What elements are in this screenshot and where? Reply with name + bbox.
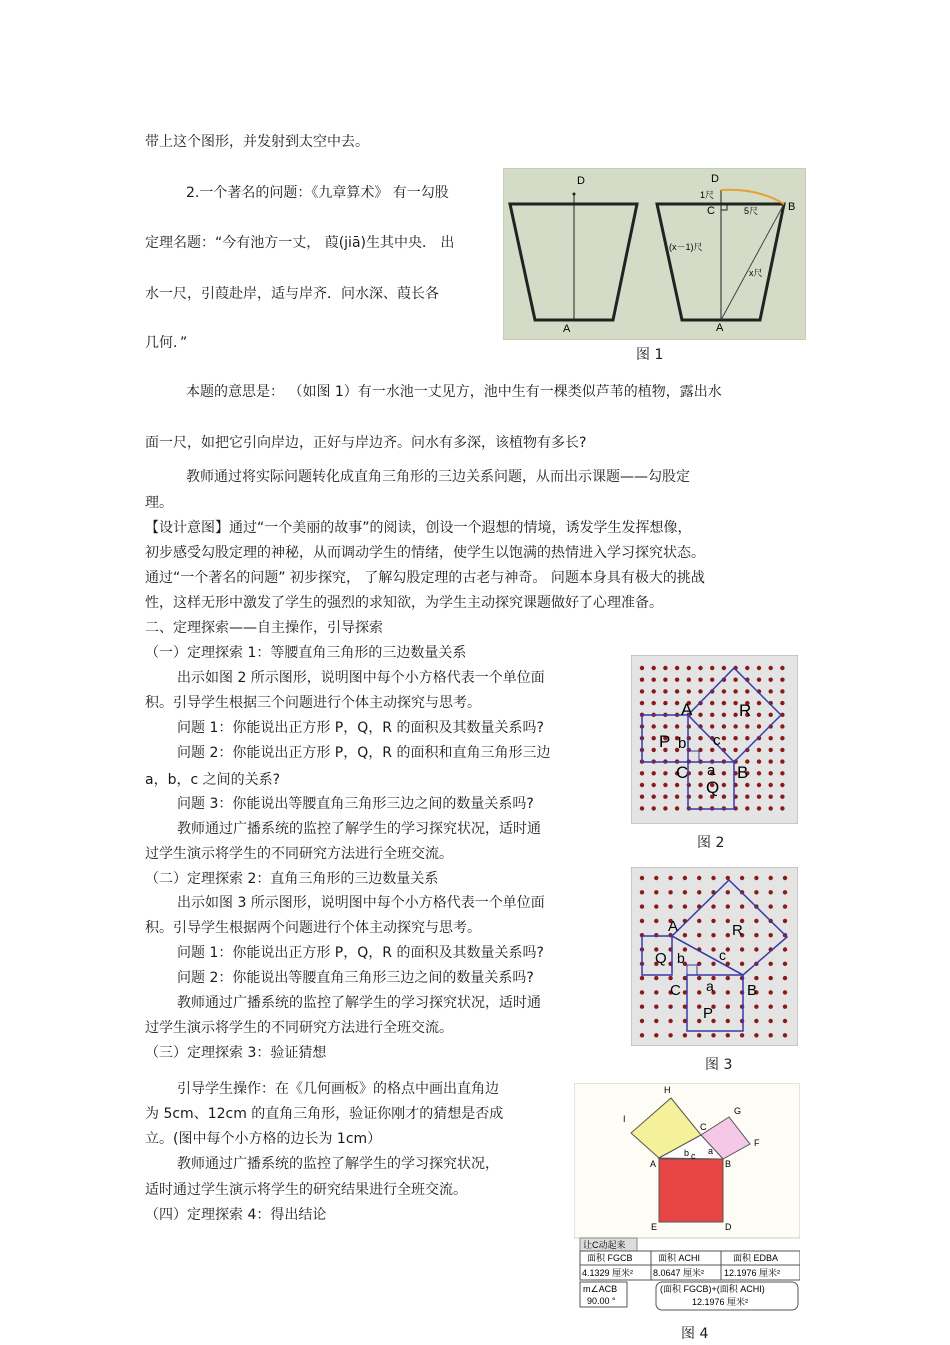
grid-dot <box>780 678 784 682</box>
grid-dot <box>675 795 679 799</box>
grid-dot <box>652 689 656 693</box>
grid-dot <box>769 890 773 894</box>
grid-dot <box>780 666 784 670</box>
grid-dot <box>769 689 773 693</box>
grid-dot <box>640 701 644 705</box>
grid-dot <box>783 976 787 980</box>
grid-dot <box>745 736 749 740</box>
text-line: 过学生演示将学生的不同研究方法进行全班交流。 <box>145 1020 453 1036</box>
label-G: G <box>734 1106 742 1116</box>
grid-dot <box>726 919 730 923</box>
grid-dot <box>668 904 672 908</box>
grid-dot <box>757 795 761 799</box>
grid-dot <box>722 771 726 775</box>
grid-dot <box>640 678 644 682</box>
grid-dot <box>640 919 644 923</box>
grid-dot <box>722 783 726 787</box>
label-P: P <box>703 1005 714 1022</box>
label-R: R <box>732 922 743 939</box>
text-line: 带上这个图形，并发射到太空中去。 <box>145 134 369 150</box>
grid-dot <box>783 962 787 966</box>
grid-dot <box>780 806 784 810</box>
label-E: E <box>651 1222 658 1232</box>
header-fgcb: 面积 FGCB <box>587 1253 633 1263</box>
grid-dot <box>726 947 730 951</box>
animate-C-label: 让C动起来 <box>583 1240 626 1250</box>
grid-dot <box>683 876 687 880</box>
label-c: c <box>713 732 721 749</box>
grid-dot <box>726 976 730 980</box>
grid-dot <box>663 795 667 799</box>
text-line: 出示如图 2 所示图形，说明图中每个小方格代表一个单位面 <box>177 670 545 686</box>
label-b: b <box>677 950 685 966</box>
header-achi: 面积 ACHI <box>658 1253 701 1263</box>
grid-dot <box>675 689 679 693</box>
grid-dot <box>745 783 749 787</box>
label-A-left: A <box>563 323 571 335</box>
grid-dot <box>769 783 773 787</box>
figure-3-grid-diagram <box>631 867 798 1046</box>
grid-dot <box>697 890 701 894</box>
label-H: H <box>664 1085 671 1095</box>
grid-dot <box>698 713 702 717</box>
grid-dot <box>757 666 761 670</box>
grid-dot <box>663 689 667 693</box>
value-achi: 8.0647 厘米² <box>653 1268 705 1278</box>
grid-dot <box>698 666 702 670</box>
grid-dot <box>663 771 667 775</box>
grid-dot <box>745 806 749 810</box>
grid-dot <box>687 666 691 670</box>
subsection-heading: （二）定理探索 2：直角三角形的三边数量关系 <box>145 871 439 887</box>
grid-dot <box>733 678 737 682</box>
grid-dot <box>710 713 714 717</box>
label-C: C <box>707 205 715 217</box>
grid-dot <box>640 1033 644 1037</box>
grid-dot <box>722 713 726 717</box>
grid-dot <box>652 678 656 682</box>
grid-dot <box>697 1033 701 1037</box>
text-line: 积。引导学生根据三个问题进行个体主动探究与思考。 <box>145 695 481 711</box>
angle-value: 90.00 ° <box>587 1296 616 1306</box>
grid-dot <box>769 666 773 670</box>
grid-dot <box>733 736 737 740</box>
grid-dot <box>754 876 758 880</box>
grid-dot <box>668 1033 672 1037</box>
grid-dot <box>754 976 758 980</box>
grid-dot <box>780 748 784 752</box>
grid-dot <box>754 919 758 923</box>
label-D-right: D <box>711 173 719 185</box>
grid-dot <box>783 1019 787 1023</box>
grid-dot <box>740 1033 744 1037</box>
grid-dot <box>683 1033 687 1037</box>
grid-dot <box>722 724 726 728</box>
text-line: 问题 2：你能说出等腰直角三角形三边之间的数量关系吗? <box>177 970 534 986</box>
grid-dot <box>769 806 773 810</box>
grid-dot <box>757 678 761 682</box>
grid-dot <box>697 962 701 966</box>
grid-dot <box>726 904 730 908</box>
sum-label: (面积 FGCB)+(面积 ACHI) <box>660 1284 765 1294</box>
grid-dot <box>711 919 715 923</box>
grid-dot <box>698 736 702 740</box>
grid-dot <box>780 689 784 693</box>
text-line: 教师通过广播系统的监控了解学生的学习探究状况，适时通 <box>177 995 541 1011</box>
grid-dot <box>726 1005 730 1009</box>
grid-dot <box>654 919 658 923</box>
figure-1-caption: 图 1 <box>636 347 664 363</box>
label-C: C <box>700 1122 707 1132</box>
figure-2-grid-diagram <box>631 655 798 824</box>
grid-dot <box>780 724 784 728</box>
grid-dot <box>780 771 784 775</box>
grid-dot <box>640 904 644 908</box>
grid-dot <box>726 1019 730 1023</box>
grid-dot <box>754 1019 758 1023</box>
text-line: 问题 2：你能说出正方形 P，Q，R 的面积和直角三角形三边 <box>177 745 551 761</box>
text-line: 面一尺，如把它引向岸边，正好与岸边齐。问水有多深，该植物有多长? <box>145 435 587 451</box>
label-B: B <box>725 1159 732 1169</box>
value-fgcb: 4.1329 厘米² <box>582 1268 634 1278</box>
grid-dot <box>733 689 737 693</box>
grid-dot <box>675 806 679 810</box>
grid-dot <box>722 689 726 693</box>
label-R: R <box>739 701 752 720</box>
grid-dot <box>698 783 702 787</box>
text-line: 过学生演示将学生的不同研究方法进行全班交流。 <box>145 846 453 862</box>
grid-dot <box>754 1005 758 1009</box>
grid-dot <box>783 947 787 951</box>
label-B: B <box>788 201 796 213</box>
grid-dot <box>769 962 773 966</box>
grid-dot <box>710 678 714 682</box>
grid-dot <box>652 736 656 740</box>
grid-dot <box>652 724 656 728</box>
label-a: a <box>708 1146 714 1156</box>
grid-dot <box>757 748 761 752</box>
grid-dot <box>668 976 672 980</box>
grid-dot <box>757 806 761 810</box>
grid-dot <box>745 666 749 670</box>
label-B: B <box>747 982 758 999</box>
grid-dot <box>711 1033 715 1037</box>
sum-value: 12.1976 厘米² <box>692 1297 749 1307</box>
grid-dot <box>769 759 773 763</box>
text-line: 性，这样无形中激发了学生的强烈的求知欲，为学生主动探究课题做好了心理准备。 <box>145 595 663 611</box>
grid-dot <box>711 876 715 880</box>
grid-dot <box>740 876 744 880</box>
grid-dot <box>640 795 644 799</box>
grid-dot <box>663 724 667 728</box>
label-b: b <box>684 1148 690 1158</box>
text-line: 出示如图 3 所示图形，说明图中每个小方格代表一个单位面 <box>177 895 545 911</box>
grid-dot <box>754 947 758 951</box>
grid-dot <box>769 876 773 880</box>
grid-dot <box>783 904 787 908</box>
grid-dot <box>757 713 761 717</box>
grid-dot <box>640 976 644 980</box>
label-A: A <box>668 918 679 935</box>
text-line: 立。(图中每个小方格的边长为 1cm） <box>145 1131 382 1147</box>
label-B: B <box>737 763 749 782</box>
grid-dot <box>754 1033 758 1037</box>
figure-4-geometry-sketchpad <box>574 1083 800 1315</box>
grid-dot <box>640 806 644 810</box>
grid-dot <box>780 701 784 705</box>
label-C: C <box>670 982 681 999</box>
grid-dot <box>754 890 758 894</box>
grid-dot <box>769 748 773 752</box>
text-line: 问题 1：你能说出正方形 P，Q，R 的面积及其数量关系吗? <box>177 945 544 961</box>
grid-dot <box>640 689 644 693</box>
grid-dot <box>640 771 644 775</box>
text-line: 通过“一个著名的问题” 初步探究， 了解勾股定理的古老与神奇。 问题本身具有极大的挑战 <box>145 570 705 586</box>
subsection-heading: （三）定理探索 3：验证猜想 <box>145 1045 327 1061</box>
grid-dot <box>698 689 702 693</box>
grid-dot <box>640 890 644 894</box>
grid-dot <box>783 990 787 994</box>
grid-dot <box>740 947 744 951</box>
grid-dot <box>654 1033 658 1037</box>
grid-dot <box>663 666 667 670</box>
grid-dot <box>726 990 730 994</box>
text-line: 为 5cm、12cm 的直角三角形，验证你刚才的猜想是否成 <box>145 1106 504 1122</box>
grid-dot <box>654 890 658 894</box>
grid-dot <box>698 678 702 682</box>
grid-dot <box>710 666 714 670</box>
grid-dot <box>687 678 691 682</box>
text-line: 适时通过学生演示将学生的研究结果进行全班交流。 <box>145 1182 467 1198</box>
grid-dot <box>740 904 744 908</box>
grid-dot <box>640 666 644 670</box>
grid-dot <box>769 1033 773 1037</box>
grid-dot <box>769 713 773 717</box>
grid-dot <box>780 783 784 787</box>
label-C: C <box>676 763 689 782</box>
grid-dot <box>783 890 787 894</box>
grid-dot <box>757 759 761 763</box>
grid-dot <box>640 990 644 994</box>
grid-dot <box>697 933 701 937</box>
grid-dot <box>711 962 715 966</box>
grid-dot <box>687 689 691 693</box>
grid-dot <box>726 933 730 937</box>
label-A: A <box>681 700 693 719</box>
grid-dot <box>697 876 701 880</box>
grid-dot <box>783 1005 787 1009</box>
label-F: F <box>754 1138 760 1148</box>
figure-4-caption: 图 4 <box>681 1326 709 1342</box>
grid-dot <box>745 795 749 799</box>
label-five-chi: 5尺 <box>744 206 759 216</box>
grid-dot <box>654 990 658 994</box>
label-c: c <box>719 947 726 963</box>
text-line: 水一尺，引葭赴岸，适与岸齐．问水深、葭长各 <box>145 286 439 302</box>
grid-dot <box>675 724 679 728</box>
grid-dot <box>652 806 656 810</box>
grid-dot <box>652 795 656 799</box>
text-line: a，b，c 之间的关系? <box>145 772 281 788</box>
grid-dot <box>769 1019 773 1023</box>
label-b: b <box>678 735 687 752</box>
grid-dot <box>675 701 679 705</box>
text-line: 引导学生操作：在《几何画板》的格点中画出直角边 <box>177 1081 499 1097</box>
grid-dot <box>722 701 726 705</box>
label-Q: Q <box>706 778 720 797</box>
grid-dot <box>683 904 687 908</box>
grid-dot <box>663 678 667 682</box>
grid-dot <box>652 666 656 670</box>
label-D-left: D <box>577 175 585 187</box>
grid-dot <box>698 795 702 799</box>
grid-dot <box>697 1019 701 1023</box>
grid-dot <box>710 701 714 705</box>
grid-dot <box>640 783 644 787</box>
grid-dot <box>663 701 667 705</box>
text-line: 教师通过广播系统的监控了解学生的学习探究状况，适时通 <box>177 821 541 837</box>
section-heading: 二、定理探索——自主操作，引导探索 <box>145 620 383 636</box>
label-P: P <box>659 732 671 751</box>
grid-dot <box>697 990 701 994</box>
grid-dot <box>757 724 761 728</box>
grid-dot <box>726 1033 730 1037</box>
grid-dot <box>654 976 658 980</box>
grid-dot <box>722 736 726 740</box>
grid-dot <box>652 783 656 787</box>
text-line: 积。引导学生根据两个问题进行个体主动探究与思考。 <box>145 920 481 936</box>
label-x-minus-1: (x－1)尺 <box>669 242 703 252</box>
text-line: 教师通过将实际问题转化成直角三角形的三边关系问题，从而出示课题——勾股定 <box>186 469 690 485</box>
grid-dot <box>769 678 773 682</box>
grid-dot <box>783 876 787 880</box>
label-a: a <box>707 762 716 779</box>
grid-dot <box>769 771 773 775</box>
grid-dot <box>710 724 714 728</box>
grid-dot <box>780 795 784 799</box>
grid-dot <box>652 748 656 752</box>
grid-dot <box>697 976 701 980</box>
grid-dot <box>726 890 730 894</box>
grid-dot <box>769 990 773 994</box>
grid-dot <box>769 904 773 908</box>
label-x-chi: x尺 <box>749 268 763 278</box>
text-line: 初步感受勾股定理的神秘，从而调动学生的情绪，使学生以饱满的热情进入学习探究状态。 <box>145 545 705 561</box>
text-line: 2.一个著名的问题：《九章算术》 有一勾股 <box>186 185 449 201</box>
label-A: A <box>650 1159 657 1169</box>
grid-dot <box>769 795 773 799</box>
grid-dot <box>683 890 687 894</box>
grid-dot <box>668 1005 672 1009</box>
grid-dot <box>654 1019 658 1023</box>
grid-dot <box>683 933 687 937</box>
grid-dot <box>663 806 667 810</box>
subsection-heading: （四）定理探索 4：得出结论 <box>145 1207 327 1223</box>
label-a: a <box>706 978 714 994</box>
grid-dot <box>698 771 702 775</box>
grid-dot <box>780 736 784 740</box>
grid-dot <box>675 666 679 670</box>
grid-dot <box>745 724 749 728</box>
grid-dot <box>733 713 737 717</box>
grid-dot <box>769 1005 773 1009</box>
header-edba: 面积 EDBA <box>733 1253 779 1263</box>
grid-dot <box>722 666 726 670</box>
grid-dot <box>654 876 658 880</box>
text-line: 几何．” <box>145 335 188 351</box>
grid-dot <box>668 1019 672 1023</box>
grid-dot <box>769 933 773 937</box>
grid-dot <box>757 701 761 705</box>
label-A-right: A <box>716 322 724 334</box>
grid-dot <box>783 1033 787 1037</box>
text-line: 理。 <box>145 495 173 511</box>
grid-dot <box>663 783 667 787</box>
grid-dot <box>733 701 737 705</box>
text-line: 定理名题：“今有池方一丈， 葭(jiā)生其中央． 出 <box>145 235 455 251</box>
grid-dot <box>668 890 672 894</box>
grid-dot <box>733 724 737 728</box>
grid-dot <box>722 795 726 799</box>
grid-dot <box>783 919 787 923</box>
grid-dot <box>654 904 658 908</box>
square-EDBA <box>659 1159 723 1222</box>
figure-2-caption: 图 2 <box>697 835 725 851</box>
grid-dot <box>769 736 773 740</box>
text-line: 本题的意思是： （如图 1）有一水池一丈见方，池中生有一棵类似芦苇的植物，露出水 <box>186 384 722 400</box>
grid-dot <box>640 1005 644 1009</box>
angle-label: m∠ACB <box>583 1284 618 1294</box>
grid-dot <box>652 701 656 705</box>
figure-1-pond-diagram <box>503 168 806 340</box>
label-Q: Q <box>655 950 667 967</box>
text-line: 问题 1：你能说出正方形 P，Q，R 的面积及其数量关系吗? <box>177 720 544 736</box>
grid-dot <box>733 748 737 752</box>
text-line: 【设计意图】通过“一个美丽的故事”的阅读，创设一个遐想的情境，诱发学生发挥想像， <box>145 520 692 536</box>
grid-dot <box>769 976 773 980</box>
grid-dot <box>652 771 656 775</box>
grid-dot <box>697 1005 701 1009</box>
label-one-chi: 1尺 <box>700 190 715 200</box>
grid-dot <box>675 783 679 787</box>
value-edba: 12.1976 厘米² <box>724 1268 781 1278</box>
grid-dot <box>757 783 761 787</box>
label-I: I <box>623 1114 626 1124</box>
grid-dot <box>780 759 784 763</box>
text-line: 问题 3：你能说出等腰直角三角形三边之间的数量关系吗? <box>177 796 534 812</box>
grid-dot <box>745 689 749 693</box>
grid-dot <box>754 933 758 937</box>
grid-dot <box>668 876 672 880</box>
label-D: D <box>725 1222 732 1232</box>
grid-dot <box>654 1005 658 1009</box>
grid-dot <box>711 904 715 908</box>
text-line: 教师通过广播系统的监控了解学生的学习探究状况， <box>177 1156 499 1172</box>
label-c: c <box>691 1151 696 1161</box>
figure-3-caption: 图 3 <box>705 1057 733 1073</box>
grid-dot <box>740 962 744 966</box>
grid-dot <box>711 947 715 951</box>
grid-dot <box>675 678 679 682</box>
grid-dot <box>711 933 715 937</box>
subsection-heading: （一）定理探索 1：等腰直角三角形的三边数量关系 <box>145 645 467 661</box>
grid-dot <box>757 771 761 775</box>
grid-dot <box>640 876 644 880</box>
grid-dot <box>640 1019 644 1023</box>
grid-dot <box>697 919 701 923</box>
